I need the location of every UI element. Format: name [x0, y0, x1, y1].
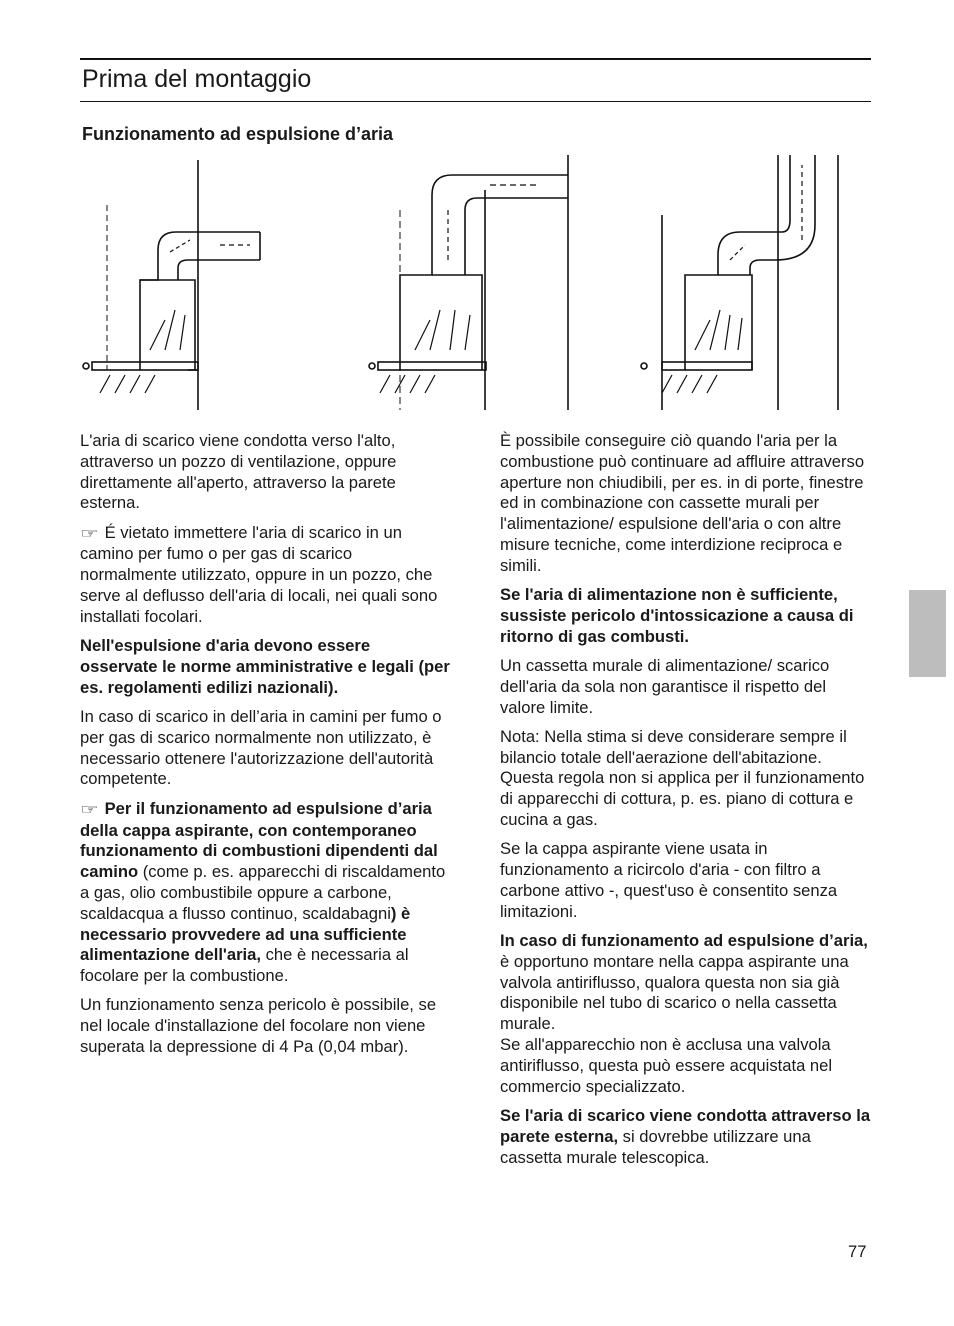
diagram-chimney-exhaust: [641, 155, 838, 410]
paragraph: [500, 1106, 872, 1168]
paragraph-text: (come p. es. apparecchi di riscaldamento a gas, olio combustibile oppure a carbone, scaldacqua a flusso continuo, scaldabagni: [80, 862, 446, 923]
bold-text: In caso di funzionamento ad espulsione d’aria,: [500, 931, 868, 951]
pointing-hand-icon: ☞: [80, 525, 99, 542]
paragraph: È possibile conseguire ciò quando l'aria per la combustione può continuare ad affluire attraverso aperture non chiudibili, per es. in di porte, finestre ed in combinazione con cassette murali per l'alimentazione/ espulsione dell'aria o con altre misure tecniche, come interdizione reciproca e simili.: [500, 431, 865, 575]
page-title: Prima del montaggio: [82, 65, 312, 93]
left-text-column: [80, 431, 452, 1066]
bold-text: Se l'aria di alimentazione non è sufficiente, sussiste pericolo d'intossicazione a causa di ritorno di gas combusti.: [500, 585, 854, 646]
bold-text: Nell'espulsione d'aria devono essere osservate le norme amministrative e legali (per es. regolamenti edilizi nazionali).: [80, 636, 450, 697]
paragraph-text: che è necessaria al focolare per la combustione.: [80, 945, 409, 986]
paragraph-bold: [80, 636, 452, 698]
bold-text: ) è necessario provvedere ad una sufficiente alimentazione dell'aria,: [80, 903, 411, 965]
header-bottom-rule: [80, 101, 871, 102]
paragraph-text: è opportuno montare nella cappa aspirante una valvola antiriflusso, qualora questa non sia già disponibile nel tubo di scarico o nella cassetta murale.: [500, 951, 849, 1034]
paragraph: Un funzionamento senza pericolo è possibile, se nel locale d'installazione del focolare non viene superata la depressione di 4 Pa (0,04 mbar).: [80, 995, 437, 1057]
paragraph: Nota: Nella stima si deve considerare sempre il bilancio totale dell'aerazione dell'abitazione. Questa regola non si applica per il funzionamento di apparecchi di cottura, p. es. piano di cottura e cucina a gas.: [500, 726, 865, 830]
bold-text: Se l'aria di scarico viene condotta attraverso la parete esterna,: [500, 1105, 871, 1146]
paragraph-bold: [500, 585, 872, 647]
header-top-rule: [80, 58, 871, 60]
paragraph: Un cassetta murale di alimentazione/ scarico dell'aria da sola non garantisce il rispetto del valore limite.: [500, 655, 830, 717]
paragraph: Se la cappa aspirante viene usata in funzionamento a ricircolo d'aria - con filtro a carbone attivo -, quest'uso è consentito senza limitazioni.: [500, 839, 838, 921]
bold-text: Per il funzionamento ad espulsione d’aria della cappa aspirante, con contemporaneo funzionamento di combustioni dipendenti dal camino: [80, 798, 438, 882]
paragraph: L'aria di scarico viene condotta verso l'alto, attraverso un pozzo di ventilazione, oppure direttamente all'aperto, attraverso la parete esterna.: [80, 431, 397, 513]
paragraph: [500, 931, 872, 1035]
chapter-side-tab: [909, 590, 946, 677]
paragraph: Se all'apparecchio non è acclusa una valvola antiriflusso, questa può essere acquistata nel commercio specializzato.: [500, 1035, 833, 1096]
diagram-shaft-exhaust: [369, 155, 568, 410]
diagram-wall-exhaust: [83, 160, 260, 410]
note-paragraph: [80, 523, 452, 628]
page-number: 77: [848, 1242, 867, 1261]
right-text-column: [500, 431, 872, 1177]
paragraph-text: si dovrebbe utilizzare una cassetta murale telescopica.: [500, 1126, 811, 1167]
note-paragraph: [80, 799, 452, 987]
paragraph-text: É vietato immettere l'aria di scarico in un camino per fumo o per gas di scarico normalmente utilizzato, oppure in un pozzo, che serve al deflusso dell'aria di locali, nei quali sono installati focolari.: [80, 522, 438, 626]
paragraph: In caso di scarico in dell’aria in camini per fumo o per gas di scarico normalmente non utilizzato, è necessario ottenere l'autorizzazione dell'autorità competente.: [80, 707, 442, 789]
pointing-hand-icon: ☞: [80, 801, 99, 818]
section-heading: Funzionamento ad espulsione d’aria: [82, 124, 394, 144]
exhaust-diagrams: [70, 150, 870, 420]
